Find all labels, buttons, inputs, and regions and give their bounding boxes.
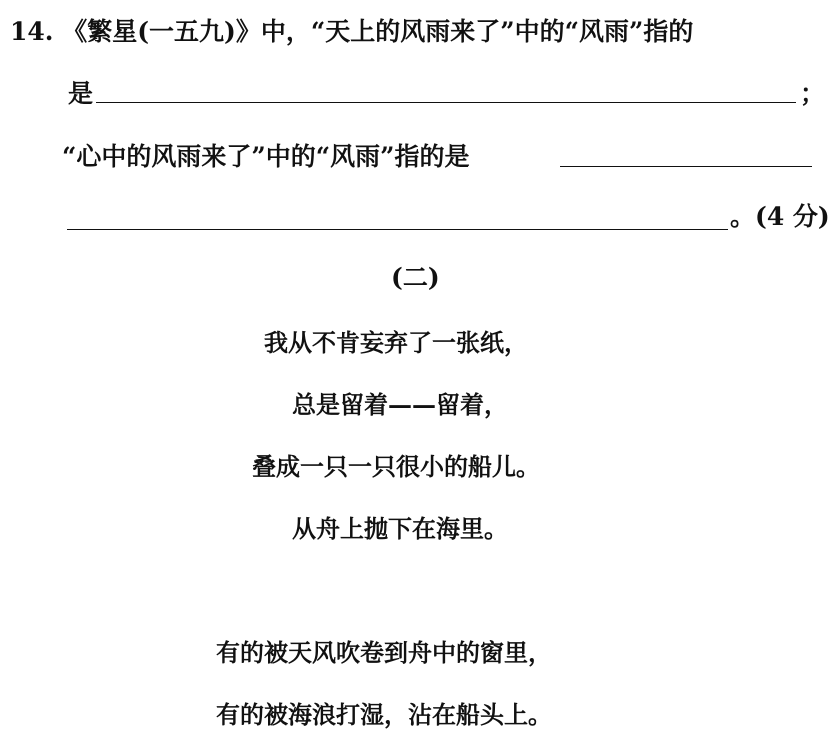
question-14-line-3-prefix: “心中的风雨来了”中的“风雨”指的是 [62,142,470,171]
poem-line: 有的被天风吹卷到舟中的窗里， [216,638,552,667]
section-heading: (二) [391,263,440,292]
answer-blank-2-part-1[interactable] [560,166,812,167]
poem-line: 我从不肯妄弃了一张纸， [264,328,528,357]
answer-blank-2-part-2[interactable] [67,229,728,230]
poem-line: 从舟上抛下在海里。 [292,514,508,543]
poem-line: 有的被海浪打湿，沾在船头上。 [216,700,552,729]
question-14-line-1: 14. 《繁星(一五九)》中，“天上的风雨来了”中的“风雨”指的 [10,17,694,46]
question-14-line-2-suffix: ； [800,79,826,108]
answer-blank-1[interactable] [96,102,796,103]
poem-line: 叠成一只一只很小的船儿。 [252,452,540,481]
question-14-line-4-suffix: 。(4 分) [730,202,830,231]
poem-line: 总是留着——留着， [292,390,508,419]
question-14-line-2-prefix: 是 [68,79,94,108]
